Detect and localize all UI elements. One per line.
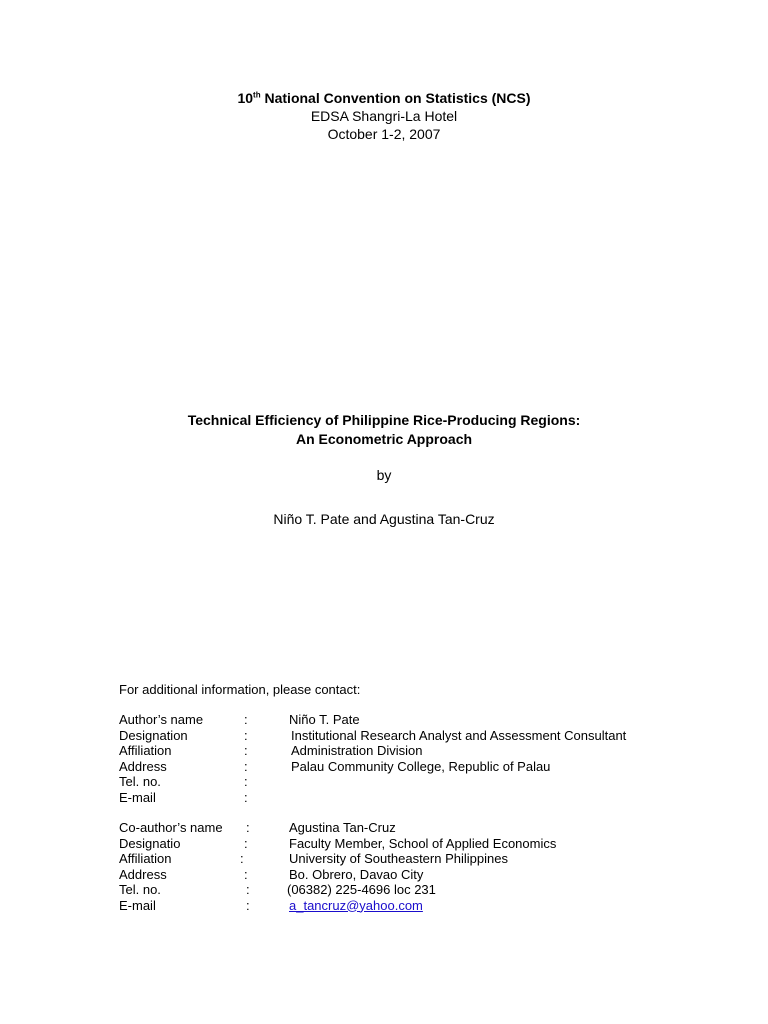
field-label: Address (119, 758, 167, 774)
field-value (289, 898, 423, 914)
field-value: Bo. Obrero, Davao City (289, 866, 424, 882)
field-value: (06382) 225-4696 loc 231 (287, 882, 436, 897)
convention-ordinal: th (253, 90, 261, 100)
field-colon: : (246, 882, 250, 897)
field-value: Agustina Tan-Cruz (289, 820, 396, 835)
field-colon: : (244, 743, 248, 758)
email-link[interactable]: a_tancruz@yahoo.com (289, 897, 423, 913)
field-colon: : (244, 866, 248, 882)
byline: by (376, 467, 392, 483)
field-colon: : (246, 897, 250, 913)
field-label: Tel. no. (119, 882, 161, 897)
field-value: Institutional Research Analyst and Assessment Consultant (291, 727, 627, 743)
field-value: Niño T. Pate (289, 712, 360, 727)
field-label: E-mail (119, 789, 156, 805)
convention-name: National Convention on Statistics (NCS) (260, 90, 531, 106)
field-colon: : (244, 727, 248, 743)
field-label: E-mail (119, 897, 156, 913)
field-colon: : (246, 820, 250, 835)
field-label: Designation (119, 727, 188, 743)
field-label: Affiliation (119, 851, 172, 866)
field-label: Tel. no. (119, 774, 161, 789)
field-label: Affiliation (119, 743, 172, 758)
field-colon: : (244, 789, 248, 805)
convention-title (0, 88, 768, 108)
field-label: Designatio (119, 835, 181, 851)
convention-date: October 1-2, 2007 (327, 126, 441, 142)
field-value: Faculty Member, School of Applied Economics (289, 835, 557, 851)
contact-intro: For additional information, please contact: (119, 682, 361, 697)
field-value: Palau Community College, Republic of Palau (291, 758, 551, 774)
field-value: Administration Division (291, 743, 423, 758)
authors: Niño T. Pate and Agustina Tan-Cruz (273, 511, 495, 527)
paper-title-line2: An Econometric Approach (295, 431, 473, 447)
paper-title-line1: Technical Efficiency of Philippine Rice-Producing Regions: (187, 412, 581, 428)
field-colon: : (244, 835, 248, 851)
field-label: Co-author’s name (119, 820, 223, 835)
field-colon: : (240, 851, 244, 866)
field-value: University of Southeastern Philippines (289, 851, 508, 866)
field-colon: : (244, 758, 248, 774)
field-colon: : (244, 712, 248, 727)
field-label: Author’s name (119, 712, 204, 727)
field-colon: : (244, 774, 248, 789)
convention-number: 10 (237, 90, 254, 106)
convention-venue: EDSA Shangri-La Hotel (310, 108, 458, 124)
field-label: Address (119, 866, 167, 882)
